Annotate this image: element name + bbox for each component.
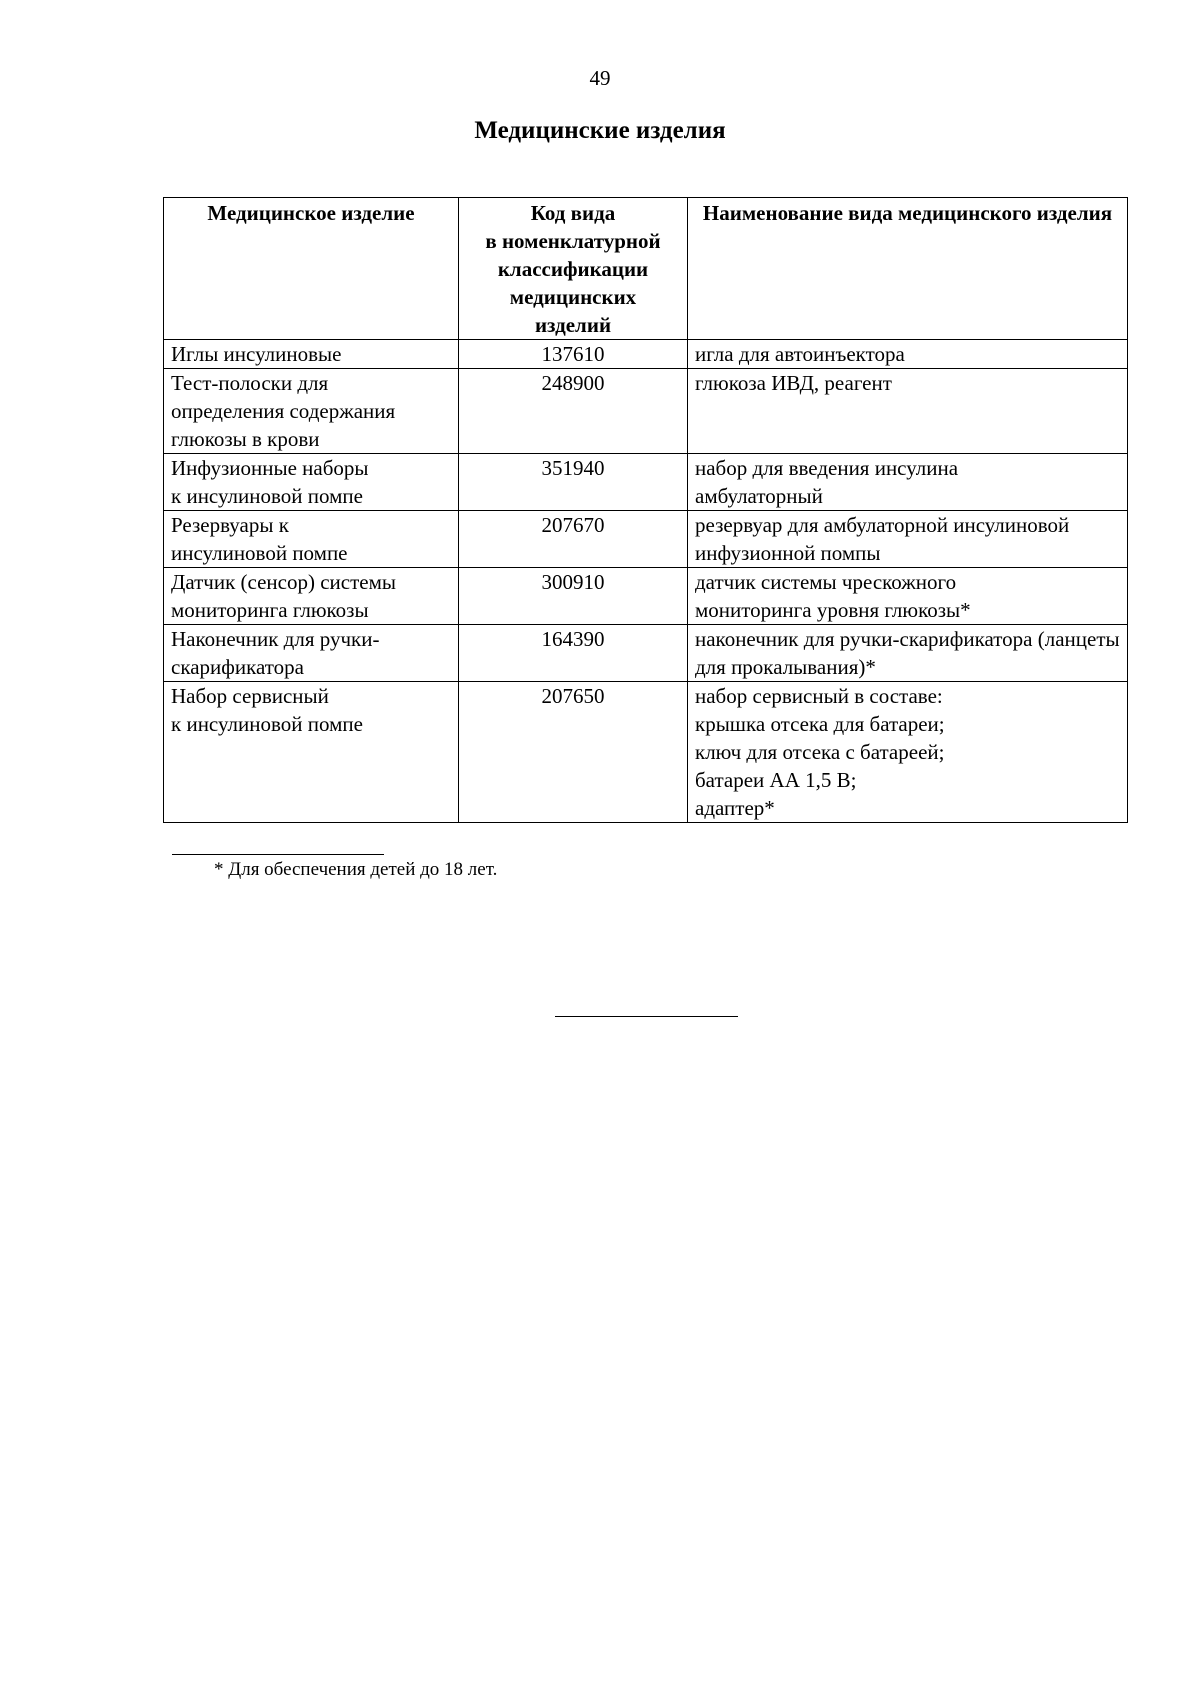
table-row: [164, 369, 1128, 454]
cell-kind: наконечник для ручки-скарификатора (ланцеты для прокалывания)*: [688, 625, 1128, 682]
cell-kind: глюкоза ИВД, реагент: [688, 369, 1128, 454]
cell-kind: набор сервисный в составе: крышка отсека для батареи; ключ для отсека с батареей; батареи АА 1,5 В; адаптер*: [688, 682, 1128, 823]
cell-code: 248900: [459, 369, 688, 454]
medical-devices-table: [163, 197, 1128, 823]
end-of-document-rule: [555, 1016, 738, 1017]
table-row: [164, 454, 1128, 511]
cell-code: 207670: [459, 511, 688, 568]
header-kind-text: Наименование вида медицинского изделия: [702, 201, 1113, 225]
footnote-separator: [172, 854, 384, 855]
cell-device: Иглы инсулиновые: [164, 340, 459, 369]
page-number: 49: [589, 66, 611, 90]
cell-code: 207650: [459, 682, 688, 823]
header-code: [459, 198, 688, 340]
table-row: [164, 625, 1128, 682]
cell-code: 164390: [459, 625, 688, 682]
page-title: Медицинские изделия: [474, 117, 726, 144]
table-row: [164, 682, 1128, 823]
cell-device: Тест-полоски для определения содержания глюкозы в крови: [164, 369, 459, 454]
cell-kind: набор для введения инсулина амбулаторный: [688, 454, 1128, 511]
table-header-row: [164, 198, 1128, 340]
cell-device: Инфузионные наборы к инсулиновой помпе: [164, 454, 459, 511]
table-row: [164, 511, 1128, 568]
table-row: [164, 568, 1128, 625]
cell-device: Наконечник для ручки-скарификатора: [164, 625, 459, 682]
header-device: [164, 198, 459, 340]
cell-kind: резервуар для амбулаторной инсулиновой инфузионной помпы: [688, 511, 1128, 568]
cell-device: Набор сервисный к инсулиновой помпе: [164, 682, 459, 823]
cell-code: 300910: [459, 568, 688, 625]
footnote: * Для обеспечения детей до 18 лет.: [214, 859, 498, 880]
header-device-text: Медицинское изделие: [207, 201, 415, 225]
cell-code: 137610: [459, 340, 688, 369]
header-code-text: Код вида в номенклатурной классификации медицинских изделий: [485, 201, 661, 337]
cell-code: 351940: [459, 454, 688, 511]
cell-kind: игла для автоинъектора: [688, 340, 1128, 369]
cell-kind: датчик системы чрескожного мониторинга уровня глюкозы*: [688, 568, 1128, 625]
header-kind: [688, 198, 1128, 340]
table-row: [164, 340, 1128, 369]
cell-device: Датчик (сенсор) системы мониторинга глюкозы: [164, 568, 459, 625]
cell-device: Резервуары к инсулиновой помпе: [164, 511, 459, 568]
